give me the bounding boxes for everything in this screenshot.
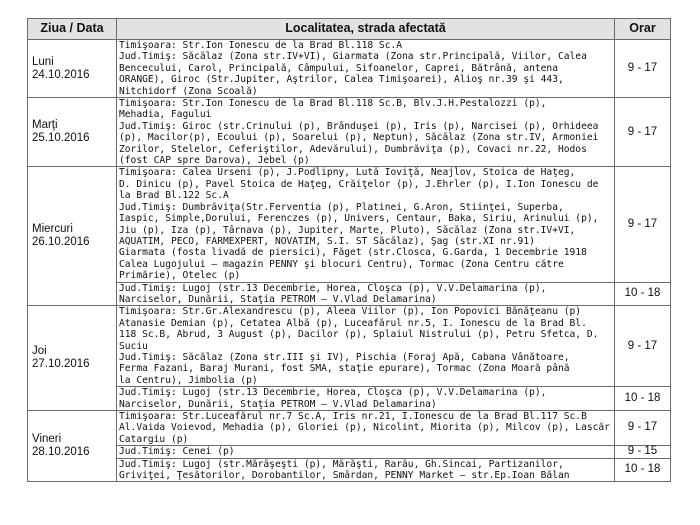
- location-line: Jud.Timiş: Giroc (str.Crinului (p), Brânduşei (p), Iris (p), Narcisei (p), Orhideea: [119, 120, 599, 132]
- day-date: 26.10.2016: [32, 236, 90, 249]
- day-date: 25.10.2016: [32, 132, 90, 145]
- location-line: Jud.Timiş: Lugoj (str.Mărăşeşti (p), Mărăşti, Rarău, Gh.Sincai, Partizanilor,: [119, 458, 564, 470]
- schedule-body: [28, 40, 671, 482]
- location-line: Catargiu (p): [119, 433, 189, 445]
- location-line: Griviţei, Ţesătorilor, Dorobantilor, Smârdan, PENNY Market – str.Ep.Ioan Bălan: [119, 470, 570, 482]
- header-day-date: Ziua / Data: [28, 19, 117, 40]
- hours-cell: 10 - 18: [615, 282, 671, 306]
- location-line: Jud.Timiş: Săcălaz (Zona str.IV+VI), Giarmata (Zona str.Principală, Viilor, Calea: [119, 51, 587, 63]
- location-cell: [117, 98, 615, 167]
- location-line: Suciu: [119, 340, 148, 352]
- day-name: Marţi: [32, 119, 58, 132]
- location-line: Timişoara: Str.Luceafărul nr.7 Sc.A, Iris nr.21, I.Ionescu de la Brad Bl.117 Sc.B: [119, 411, 587, 422]
- location-line: Ferma Fazani, Baraj Murani, fost SMA, staţie epurare), Tormac (Zona Moară până: [119, 363, 570, 375]
- location-line: Giarmata (fosta livadă de piersici), Făget (str.Closca, G.Garda, 1 Decembrie 1918: [119, 247, 587, 259]
- day-cell: [28, 411, 117, 482]
- location-line: Calea Lugojului – magazin PENNY şi blocuri Centru), Tormac (Zona Centru către: [119, 258, 564, 270]
- header-hours: Orar: [615, 19, 671, 40]
- day-date: 28.10.2016: [32, 446, 90, 459]
- schedule-row: [28, 98, 671, 167]
- schedule-row: [28, 306, 671, 387]
- location-line: Nitchidorf (Zona Scoală): [119, 85, 258, 97]
- location-line: (fost CAP spre Darova), Jebel (p): [119, 155, 310, 167]
- day-date: 27.10.2016: [32, 358, 90, 371]
- location-line: Jud.Timiş: Dumbrăviţa(Str.Ferventia (p), Platinei, G.Aron, Stiinţei, Superba,: [119, 201, 564, 213]
- day-cell: [28, 98, 117, 167]
- schedule-row: [28, 40, 671, 98]
- location-line: Timişoara: Str.Ion Ionescu de la Brad Bl.118 Sc.B, Blv.J.H.Pestalozzi (p),: [119, 98, 547, 110]
- location-line: la Brad Bl.122 Sc.A: [119, 190, 229, 202]
- location-line: Jud.Timiş: Lugoj (str.13 Decembrie, Horea, Cloşca (p), V.V.Delamarina (p),: [119, 387, 547, 399]
- day-cell: [28, 40, 117, 98]
- location-line: Narciselor, Dunării, Staţia PETROM – V.Vlad Delamarina): [119, 293, 437, 305]
- hours-cell: 9 - 15: [615, 446, 671, 458]
- location-cell: [117, 40, 615, 98]
- hours-cell: 9 - 17: [615, 98, 671, 167]
- day-name: Vineri: [32, 433, 62, 446]
- location-line: Iaspic, Simple,Dorului, Ferenczes (p), Univers, Centaur, Baka, Siriu, Arinului (p),: [119, 213, 599, 225]
- location-line: D. Dinicu (p), Pavel Stoica de Haţeg, Crăiţelor (p), J.Ehrler (p), I.Ion Ionescu de: [119, 178, 599, 190]
- hours-cell: 10 - 18: [615, 458, 671, 482]
- day-name: Luni: [32, 55, 54, 68]
- hours-cell: 9 - 17: [615, 411, 671, 446]
- location-cell: [117, 306, 615, 387]
- header-row: [28, 19, 671, 40]
- header-location: Localitatea, strada afectată: [117, 19, 615, 40]
- day-name: Miercuri: [32, 223, 73, 236]
- location-cell: [117, 167, 615, 282]
- location-line: Zorilor, Stelelor, Ceferiştilor, Adevărului), Dumbrăviţa (p), Covaci nr.22, Hodos: [119, 143, 587, 155]
- location-cell: [117, 446, 615, 458]
- location-line: Narciselor, Dunării, Staţia PETROM – V.Vlad Delamarina): [119, 398, 437, 410]
- schedule-row: [28, 282, 671, 306]
- day-cell: [28, 167, 117, 306]
- location-cell: [117, 458, 615, 482]
- location-line: AQUATIM, PECO, FARMEXPERT, NOVATIM, S.I. ST Săcălaz), Şag (str.XI nr.91): [119, 235, 535, 247]
- location-line: Primărie), Otelec (p): [119, 270, 241, 282]
- location-line: Jiu (p), Iza (p), Târnava (p), Jupiter, Marte, Pluto), Săcălaz (Zona str.IV+VI,: [119, 224, 576, 236]
- location-cell: [117, 411, 615, 446]
- location-line: Bencecului, Carol, Principală, Câmpului, Sifoanelor, Caprei, Bătrână, antena: [119, 62, 558, 74]
- location-line: Jud.Timiş: Lugoj (str.13 Decembrie, Horea, Cloşca (p), V.V.Delamarina (p),: [119, 282, 547, 294]
- location-line: (p), Macilor(p), Ecoului (p), Soarelui (p), Neptun), Săcălaz (Zona str.IV, Armoniei: [119, 132, 599, 144]
- schedule-row: [28, 411, 671, 446]
- location-line: 118 Sc.B, Abrud, 3 August (p), Dacilor (p), Splaiul Nistrului (p), Petru Sfetca, D.: [119, 329, 599, 341]
- hours-cell: 9 - 17: [615, 167, 671, 282]
- schedule-row: [28, 458, 671, 482]
- outage-schedule-table: [27, 18, 671, 482]
- location-line: Mehadia, Fagului: [119, 109, 212, 121]
- location-line: Timişoara: Str.Ion Ionescu de la Brad Bl.118 Sc.A: [119, 40, 403, 51]
- hours-cell: 9 - 17: [615, 40, 671, 98]
- location-line: la Centru), Jimbolia (p): [119, 374, 258, 386]
- hours-cell: 9 - 17: [615, 306, 671, 387]
- location-line: Jud.Timiş: Cenei (p): [119, 446, 235, 458]
- hours-cell: 10 - 18: [615, 387, 671, 411]
- schedule-row: [28, 387, 671, 411]
- location-line: Atanasie Demian (p), Cetatea Albă (p), Luceafărul nr.5, I. Ionescu de la Brad Bl.: [119, 317, 587, 329]
- location-cell: [117, 387, 615, 411]
- day-date: 24.10.2016: [32, 68, 90, 81]
- schedule-row: [28, 446, 671, 458]
- location-cell: [117, 282, 615, 306]
- location-line: Al.Vaida Voievod, Mehadia (p), Gloriei (p), Nicolint, Miorita (p), Milcov (p), Lascăr: [119, 422, 610, 434]
- location-line: Jud.Timiş: Săcălaz (Zona str.III şi IV), Pischia (Foraj Apă, Cabana Vânătoare,: [119, 351, 570, 363]
- schedule-row: [28, 167, 671, 282]
- day-name: Joi: [32, 345, 47, 358]
- day-cell: [28, 306, 117, 411]
- location-line: Timişoara: Str.Gr.Alexandrescu (p), Aleea Viilor (p), Ion Popovici Bănăţeanu (p): [119, 306, 582, 318]
- location-line: Timişoara: Calea Urseni (p), J.Podlipny, Lută Ioviţă, Neajlov, Stoica de Haţeg,: [119, 167, 576, 179]
- location-line: ORANGE), Giroc (Str.Jupiter, Aştrilor, Calea Timişoarei), Alioş nr.39 şi 443,: [119, 74, 564, 86]
